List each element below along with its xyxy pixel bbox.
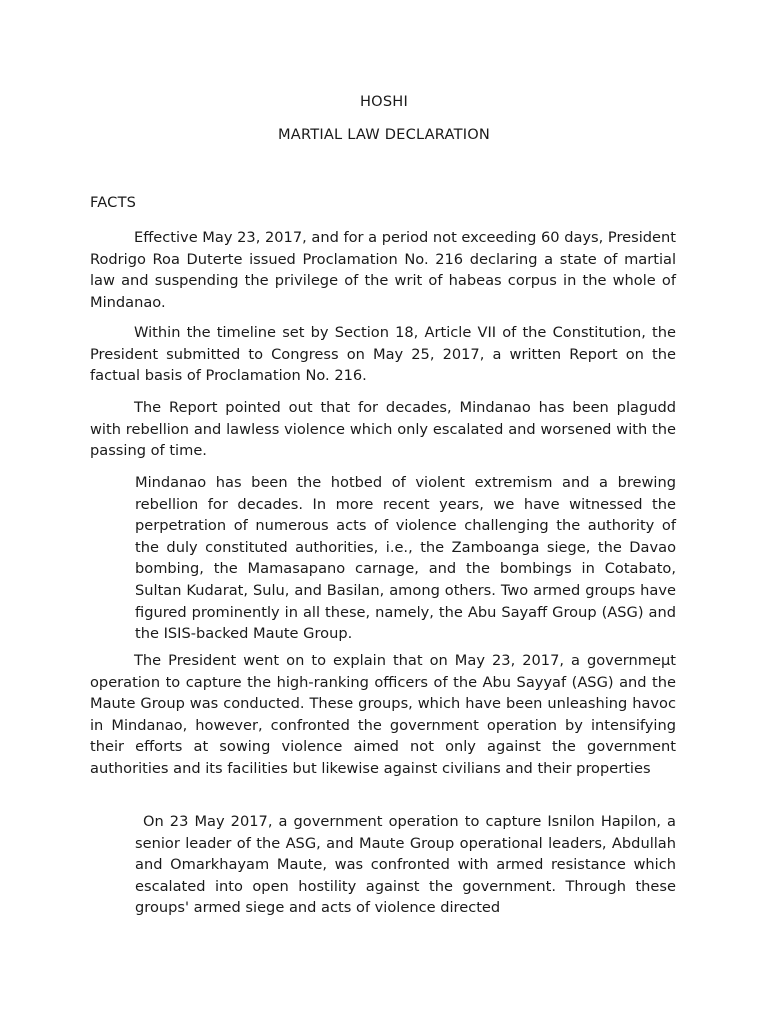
block-quote-report: Mindanao has been the hotbed of violent extremism and a brewing rebellion for decades. In more recent years, we have witnessed the perpetration of numerous acts of violence challenging the authority of the duly constituted authorities, i.e., the Zamboanga siege, the Davao bombing, the Mamasapano carnage, and the bombings in Cotabato, Sultan Kudarat, Sulu, and Basilan, among others. Two armed groups have figured prominently in all these, namely, the Abu Sayaff Group (ASG) and the ISIS-backed Maute Group. <box>135 474 676 643</box>
paragraph-government-operation: The President went on to explain that on May 23, 2017, a governmeµt operation to capture the high-ranking officers of the Abu Sayyaf (ASG) and the Maute Group was conducted. These groups, which have been unleashing havoc in Mindanao, however, confronted the government operation by intensifying their efforts at sowing violence aimed not only against the government authorities and its facilities but likewise against civilians and their properties <box>90 652 676 777</box>
paragraph-report-submission: Within the timeline set by Section 18, Article VII of the Constitution, the President submitted to Congress on May 25, 2017, a written Report on the factual basis of Proclamation No. 216. <box>90 324 676 385</box>
section-heading-facts: FACTS <box>90 194 137 211</box>
paragraph-proclamation: Effective May 23, 2017, and for a period not exceeding 60 days, President Rodrigo Roa Duterte issued Proclamation No. 216 declaring a state of martial law and suspending the privilege of the writ of habeas corpus in the whole of Mindanao. <box>90 229 676 311</box>
paragraph-report-summary: The Report pointed out that for decades, Mindanao has been plagudd with rebellion and lawless violence which only escalated and worsened with the passing of time. <box>90 399 676 460</box>
document-subtitle: MARTIAL LAW DECLARATION <box>277 126 491 143</box>
indented-block-operation-details: On 23 May 2017, a government operation to capture Isnilon Hapilon, a senior leader of the ASG, and Maute Group operational leaders, Abdullah and Omarkhayam Maute, was confronted with armed resistance which escalated into open hostility against the government. Through these groups' armed siege and acts of violence directed <box>135 813 676 917</box>
document-title: HOSHI <box>359 93 408 110</box>
